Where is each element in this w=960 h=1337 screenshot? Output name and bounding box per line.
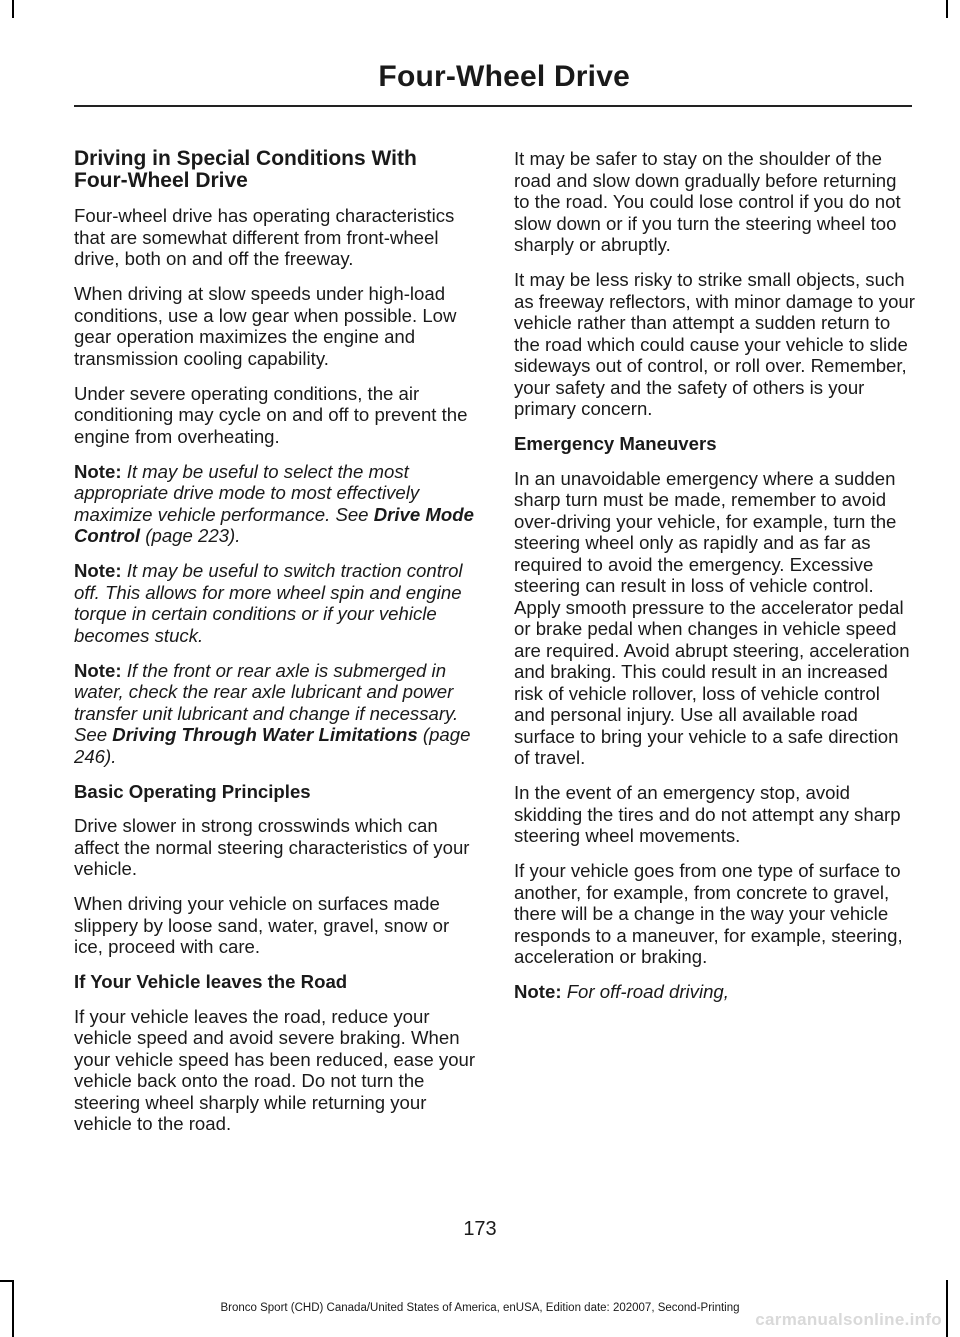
paragraph: Drive slower in strong crosswinds which can affect the normal steering characteristics of your vehicle. xyxy=(74,815,470,879)
cross-reference-link[interactable]: Driving Through Water Limitations xyxy=(112,724,418,745)
crop-mark-top-right-vertical xyxy=(946,0,948,18)
page-reference: (page 223). xyxy=(145,525,241,546)
page-title: Four-Wheel Drive xyxy=(378,60,630,93)
note-text: It may be useful to select the most appropriate drive mode to most effectively maximize vehicle performance. See xyxy=(74,460,420,525)
paragraph: It may be safer to stay on the shoulder of the road and slow down gradually before returning to the road. You could lose control if you do not slow down or if you turn the steering wheel too sharply or abruptly. xyxy=(514,148,901,255)
paragraph: If your vehicle goes from one type of surface to another, for example, from concrete to gravel, there will be a change in the way your vehicle responds to a maneuver, for example, steering, acceleration or braking. xyxy=(514,860,903,967)
cross-reference-link[interactable]: Drive Mode Control xyxy=(74,503,474,546)
paragraph: If your vehicle leaves the road, reduce your vehicle speed and avoid severe braking. When your vehicle speed has been reduced, ease your vehicle back onto the road. Do not turn the steering wheel sharply while returning your vehicle to the road. xyxy=(74,1005,476,1134)
note-submerged-axle xyxy=(74,660,476,768)
note-text: If the front or rear axle is submerged in water, check the rear axle lubricant and power transfer unit lubricant and change if necessary. See xyxy=(74,659,459,745)
subheading-leaves-road: If Your Vehicle leaves the Road xyxy=(74,971,348,992)
paragraph: In the event of an emergency stop, avoid skidding the tires and do not attempt any sharp steering wheel movements. xyxy=(514,782,901,846)
paragraph: When driving at slow speeds under high-load conditions, use a low gear when possible. Low gear operation maximizes the engine and transmission cooling capability. xyxy=(74,283,457,369)
note-label: Note: xyxy=(74,560,122,581)
subheading-emergency-maneuvers: Emergency Maneuvers xyxy=(514,433,717,454)
left-column xyxy=(74,148,476,1148)
right-column xyxy=(514,148,916,1016)
page-reference: (page 246). xyxy=(74,724,471,767)
note-label: Note: xyxy=(74,659,122,681)
note-drive-mode xyxy=(74,461,476,547)
paragraph: In an unavoidable emergency where a sudden sharp turn must be made, remember to avoid over-driving your vehicle, for example, turn the steering wheel only as rapidly and as far as required to avoid the emergency. Excessive steering can result in loss of vehicle control. Apply smooth pressure to the accelerator pedal or brake pedal when changes in vehicle speed are required. Avoid abrupt steering, acceleration and braking. This could result in an increased risk of vehicle rollover, loss of vehicle control and personal injury. Use all available road surface to bring your vehicle to a safe direction of travel. xyxy=(514,467,910,768)
note-off-road xyxy=(514,981,916,1003)
watermark-logo: carmanualsonline.info xyxy=(755,1310,942,1329)
page-number: 173 xyxy=(463,1218,497,1240)
crop-mark-top-left-vertical xyxy=(12,0,14,18)
note-text: It may be useful to switch traction control off. This allows for more wheel spin and engine torque in certain conditions or if your vehicle becomes stuck. xyxy=(74,560,463,646)
paragraph: Four-wheel drive has operating characteristics that are somewhat different from front-wheel drive, both on and off the freeway. xyxy=(74,205,455,269)
paragraph: Under severe operating conditions, the air conditioning may cycle on and off to prevent the engine from overheating. xyxy=(74,382,468,447)
footer-edition-info: Bronco Sport (CHD) Canada/United States of America, enUSA, Edition date: 202007, Second-Printing xyxy=(220,1302,740,1314)
note-label: Note: xyxy=(74,460,122,482)
note-traction-control xyxy=(74,560,476,646)
paragraph: It may be less risky to strike small objects, such as freeway reflectors, with minor damage to your vehicle rather than attempt a sudden return to the road which could cause your vehicle to slide sideways out of control, or roll over. Remember, your safety and the safety of others is your primary concern. xyxy=(514,269,915,419)
paragraph: When driving your vehicle on surfaces made slippery by loose sand, water, gravel, snow or ice, proceed with care. xyxy=(74,893,450,957)
crop-mark-bottom-left-horizontal xyxy=(0,1280,14,1282)
note-label: Note: xyxy=(514,981,562,1002)
subheading-basic-principles: Basic Operating Principles xyxy=(74,780,311,802)
note-text: For off-road driving, xyxy=(566,981,729,1002)
title-divider xyxy=(74,105,912,107)
section-heading-special-conditions: Driving in Special Conditions With Four-Wheel Drive xyxy=(74,147,417,192)
